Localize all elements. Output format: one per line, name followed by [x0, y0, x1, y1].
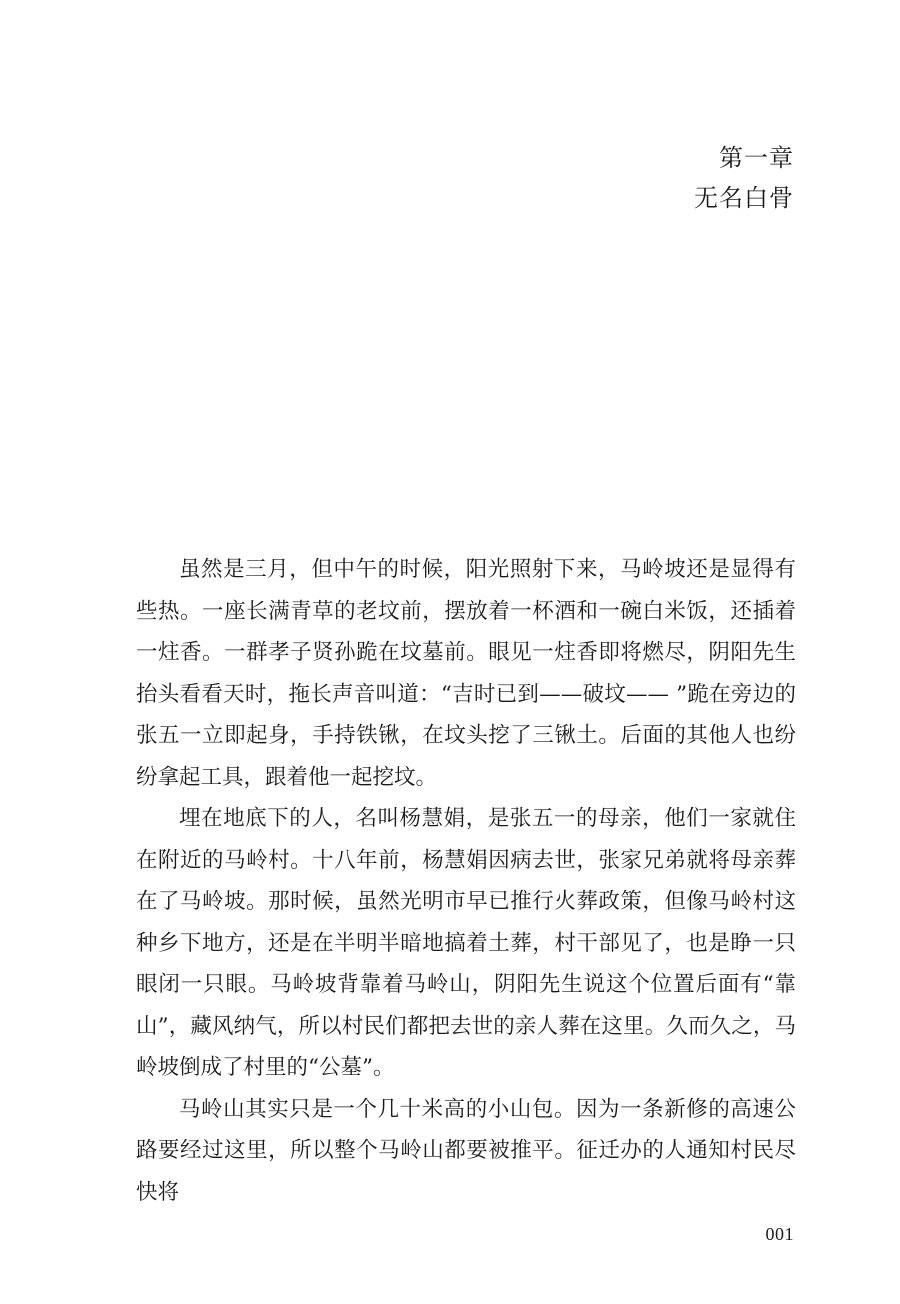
paragraph: 埋在地底下的人，名叫杨慧娟，是张五一的母亲，他们一家就住在附近的马岭村。十八年前，杨慧娟因病去世，张家兄弟就将母亲葬在了马岭坡。那时候，虽然光明市早已推行火葬政策，但像马岭村这种乡下地方，还是在半明半暗地搞着土葬，村干部见了，也是睁一只眼闭一只眼。马岭坡背靠着马岭山，阴阳先生说这个位置后面有“靠山”，藏风纳气，所以村民们都把去世的亲人葬在这里。久而久之，马岭坡倒成了村里的“公墓”。: [136, 806, 796, 1080]
paragraph: 马岭山其实只是一个几十米高的小山包。因为一条新修的高速公路要经过这里，所以整个马岭山都要被推平。征迁办的人通知村民尽快将: [136, 1096, 796, 1205]
chapter-title: 无名白骨: [694, 184, 794, 212]
paragraph: 虽然是三月，但中午的时候，阳光照射下来，马岭坡还是显得有些热。一座长满青草的老坟前，摆放着一杯酒和一碗白米饭，还插着一炷香。一群孝子贤孙跪在坟墓前。眼见一炷香即将燃尽，阴阳先生抬头看看天时，拖长声音叫道：“吉时已到——破坟—— ”跪在旁边的张五一立即起身，手持铁锹，在坟头挖了三锹土。后面的其他人也纷纷拿起工具，跟着他一起挖坟。: [136, 557, 796, 790]
body-text: [136, 549, 796, 1213]
chapter-heading: [694, 138, 794, 218]
page-number: 001: [765, 1224, 794, 1244]
chapter-number: 第一章: [719, 144, 794, 172]
